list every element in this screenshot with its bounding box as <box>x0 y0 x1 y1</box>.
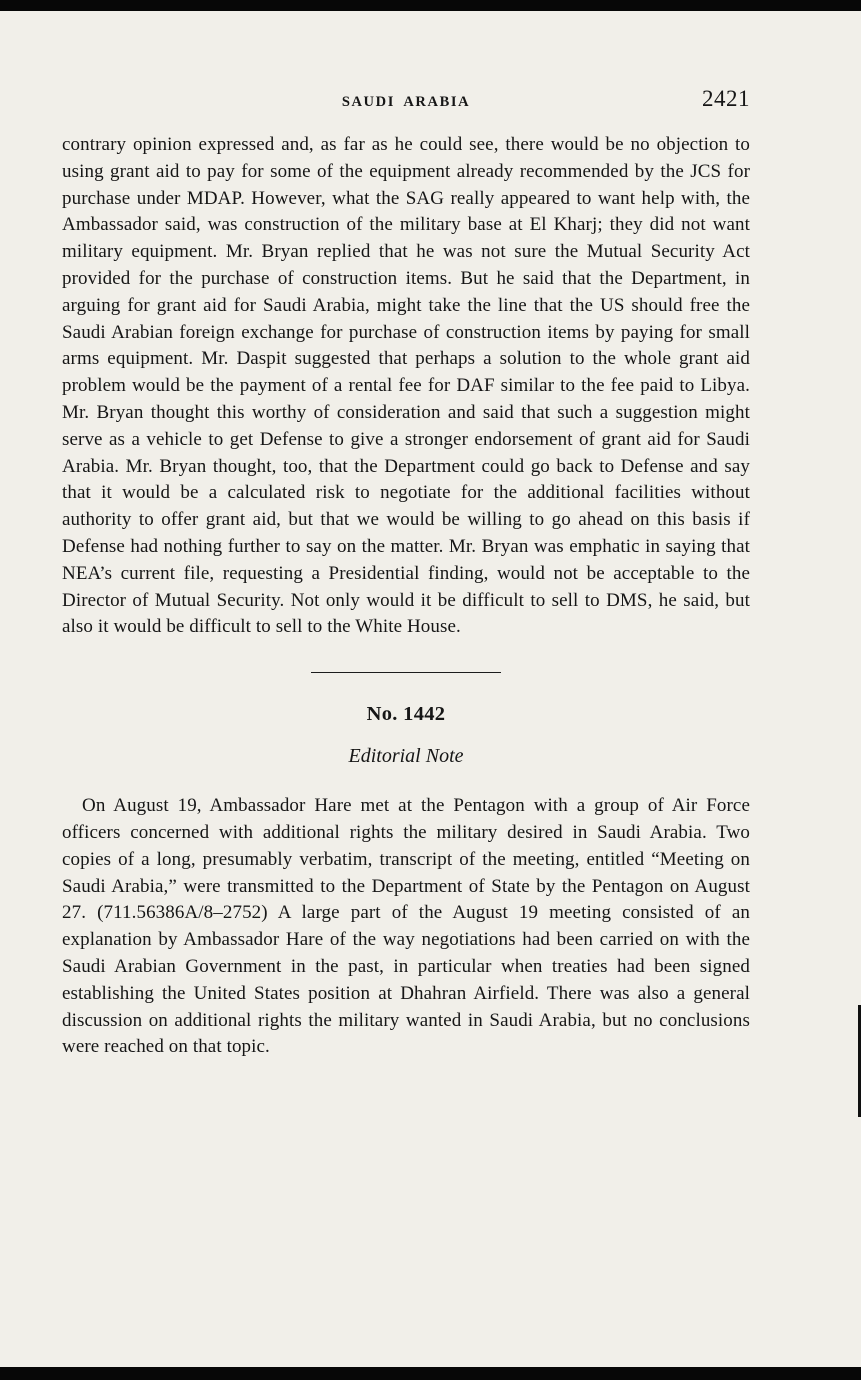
document-number-heading: No. 1442 <box>366 703 446 726</box>
editorial-note-paragraph: On August 19, Ambassador Hare met at the Pentagon with a group of Air Force officers concerned with additional rights the military desired in Saudi Arabia. Two copies of a long, presumably verbatim, transcript of the meeting, entitled “Meeting on Saudi Arabia,” were transmitted to the Department of State by the Pentagon on August 27. (711.56386A/8–2752) A large part of the August 19 meeting consisted of an explanation by Ambassador Hare of the way negotiations had been carried on with the Saudi Arabian Government in the past, in particular when treaties had been signed establishing the United States position at Dhahran Airfield. There was also a general discussion on additional rights the military wanted in Saudi Arabia, but no conclusions were reached on that topic. <box>62 795 750 1058</box>
section-title: SAUDI ARABIA <box>341 94 471 110</box>
editorial-note-heading: Editorial Note <box>348 745 464 768</box>
page-number: 2421 <box>702 86 750 111</box>
top-scan-bar <box>0 0 861 11</box>
running-header <box>62 86 750 120</box>
bottom-scan-bar <box>0 1367 861 1380</box>
body-paragraph: contrary opinion expressed and, as far as he could see, there would be no objection to using grant aid to pay for some of the equipment already recommended by the JCS for purchase under MDAP. However, what the SAG really appeared to want help with, the Ambassador said, was construction of the military base at El Kharj; they did not want military equipment. Mr. Bryan replied that he was not sure the Mutual Security Act provided for the purchase of construction items. But he said that the Department, in arguing for grant aid for Saudi Arabia, might take the line that the US should free the Saudi Arabian foreign exchange for purchase of construction items by paying for small arms equipment. Mr. Daspit suggested that perhaps a solution to the whole grant aid problem would be the payment of a rental fee for DAF similar to the fee paid to Libya. Mr. Bryan thought this worthy of consideration and said that such a suggestion might serve as a vehicle to get Defense to give a stronger endorsement of grant aid for Saudi Arabia. Mr. Bryan thought, too, that the Department could go back to Defense and say that it would be a calculated risk to negotiate for the additional facilities without authority to offer grant aid, but that we would be willing to go ahead on this basis if Defense had nothing further to say on the matter. Mr. Bryan was emphatic in saying that NEA’s current file, requesting a Presidential finding, would not be acceptable to the Director of Mutual Security. Not only would it be difficult to sell to DMS, he said, but also it would be difficult to sell to the White House. <box>62 134 750 638</box>
page-content <box>62 86 750 1080</box>
section-divider <box>311 672 501 673</box>
